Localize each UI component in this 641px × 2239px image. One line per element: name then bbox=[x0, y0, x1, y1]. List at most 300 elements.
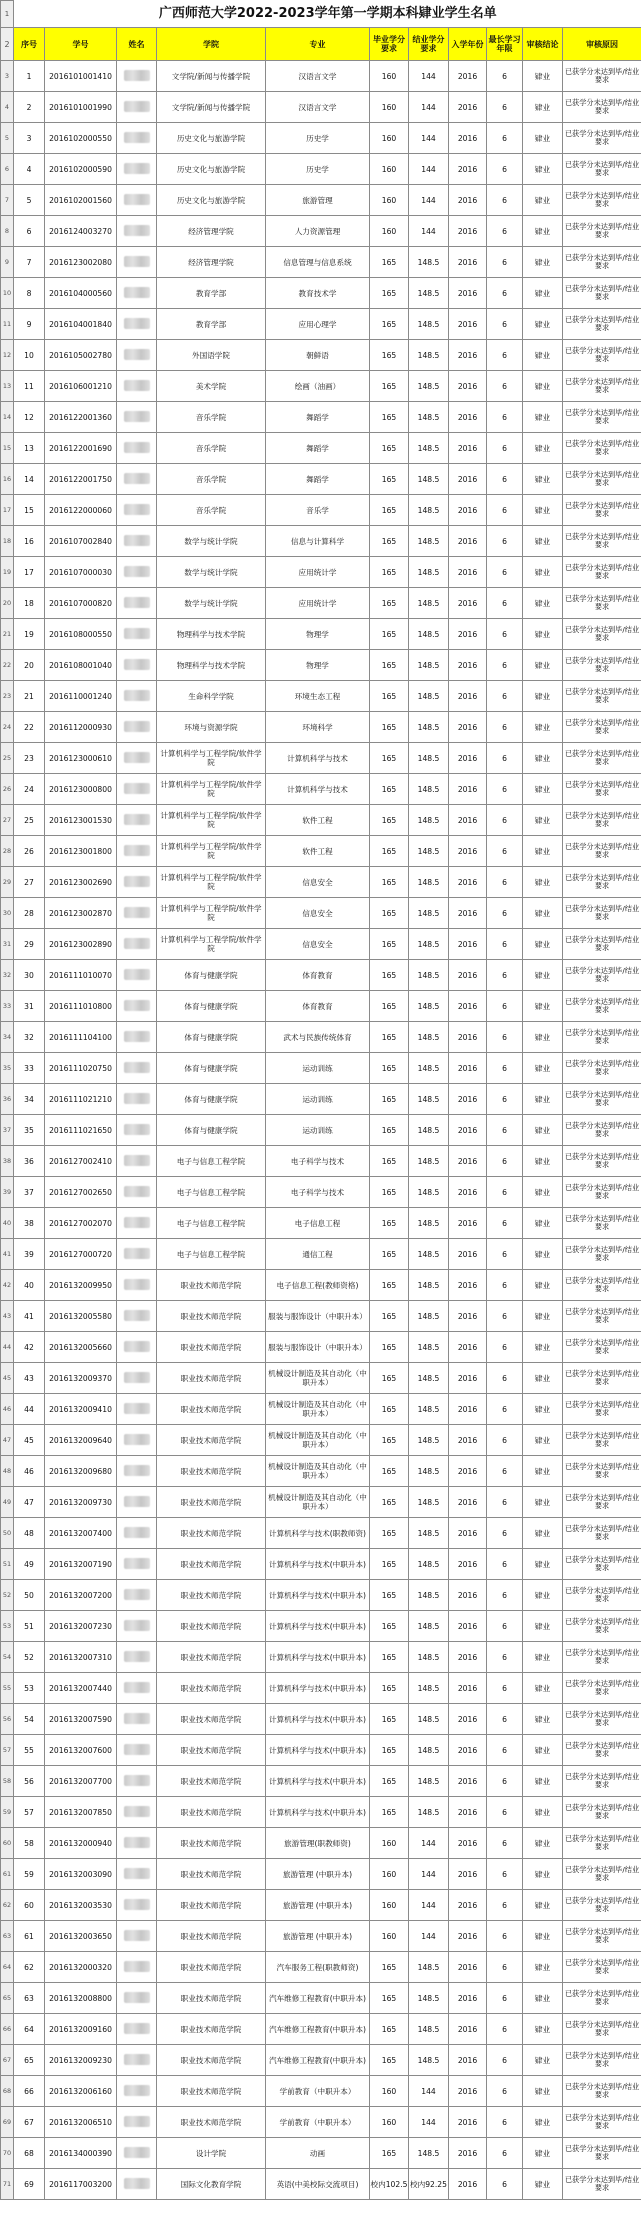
max-years-cell: 6 bbox=[487, 1301, 523, 1332]
reason-cell: 已获学分未达到毕/结业要求 bbox=[563, 1673, 641, 1704]
completion-credit-cell: 144 bbox=[409, 61, 449, 92]
seq-cell: 60 bbox=[14, 1890, 45, 1921]
reason-cell: 已获学分未达到毕/结业要求 bbox=[563, 1518, 641, 1549]
enroll-year-cell: 2016 bbox=[449, 1363, 487, 1394]
row-index: 49 bbox=[1, 1487, 14, 1518]
redacted-name bbox=[124, 256, 150, 267]
grad-credit-cell: 165 bbox=[370, 1270, 409, 1301]
name-cell bbox=[117, 1828, 157, 1859]
reason-cell: 已获学分未达到毕/结业要求 bbox=[563, 1363, 641, 1394]
reason-cell: 已获学分未达到毕/结业要求 bbox=[563, 61, 641, 92]
grad-credit-cell: 165 bbox=[370, 1797, 409, 1828]
major-cell: 人力资源管理 bbox=[266, 216, 370, 247]
name-cell bbox=[117, 1363, 157, 1394]
max-years-cell: 6 bbox=[487, 991, 523, 1022]
result-cell: 肄业 bbox=[523, 1580, 563, 1611]
major-cell: 应用统计学 bbox=[266, 557, 370, 588]
student-id-cell: 2016132000320 bbox=[45, 1952, 117, 1983]
table-row bbox=[1, 309, 641, 340]
completion-credit-cell: 144 bbox=[409, 185, 449, 216]
max-years-cell: 6 bbox=[487, 1828, 523, 1859]
seq-cell: 3 bbox=[14, 123, 45, 154]
grad-credit-cell: 165 bbox=[370, 1549, 409, 1580]
table-row bbox=[1, 1611, 641, 1642]
student-id-cell: 2016132007400 bbox=[45, 1518, 117, 1549]
seq-cell: 19 bbox=[14, 619, 45, 650]
student-id-cell: 2016123002870 bbox=[45, 898, 117, 929]
grad-credit-cell: 165 bbox=[370, 1952, 409, 1983]
row-index: 34 bbox=[1, 1022, 14, 1053]
result-cell: 肄业 bbox=[523, 1921, 563, 1952]
result-cell: 肄业 bbox=[523, 1115, 563, 1146]
completion-credit-cell: 148.5 bbox=[409, 1487, 449, 1518]
redacted-name bbox=[124, 1744, 150, 1755]
enroll-year-cell: 2016 bbox=[449, 1642, 487, 1673]
seq-cell: 43 bbox=[14, 1363, 45, 1394]
redacted-name bbox=[124, 1496, 150, 1507]
major-cell: 计算机科学与技术(中职升本) bbox=[266, 1549, 370, 1580]
enroll-year-cell: 2016 bbox=[449, 309, 487, 340]
enroll-year-cell: 2016 bbox=[449, 1425, 487, 1456]
enroll-year-cell: 2016 bbox=[449, 2014, 487, 2045]
table-row bbox=[1, 898, 641, 929]
student-id-cell: 2016124003270 bbox=[45, 216, 117, 247]
redacted-name bbox=[124, 1031, 150, 1042]
max-years-cell: 6 bbox=[487, 1611, 523, 1642]
max-years-cell: 6 bbox=[487, 1177, 523, 1208]
row-index: 19 bbox=[1, 557, 14, 588]
college-cell: 职业技术师范学院 bbox=[157, 1270, 266, 1301]
redacted-name bbox=[124, 1155, 150, 1166]
enroll-year-cell: 2016 bbox=[449, 92, 487, 123]
name-cell bbox=[117, 1518, 157, 1549]
completion-credit-cell: 148.5 bbox=[409, 2014, 449, 2045]
redacted-name bbox=[124, 1403, 150, 1414]
reason-cell: 已获学分未达到毕/结业要求 bbox=[563, 1394, 641, 1425]
college-cell: 电子与信息工程学院 bbox=[157, 1146, 266, 1177]
student-id-cell: 2016132006160 bbox=[45, 2076, 117, 2107]
redacted-name bbox=[124, 1124, 150, 1135]
student-id-cell: 2016111104100 bbox=[45, 1022, 117, 1053]
reason-cell: 已获学分未达到毕/结业要求 bbox=[563, 2076, 641, 2107]
grad-credit-cell: 165 bbox=[370, 247, 409, 278]
seq-cell: 33 bbox=[14, 1053, 45, 1084]
grad-credit-cell: 165 bbox=[370, 867, 409, 898]
student-id-cell: 2016132009730 bbox=[45, 1487, 117, 1518]
table-row bbox=[1, 1580, 641, 1611]
row-index: 65 bbox=[1, 1983, 14, 2014]
college-cell: 经济管理学院 bbox=[157, 216, 266, 247]
college-cell: 历史文化与旅游学院 bbox=[157, 123, 266, 154]
seq-cell: 21 bbox=[14, 681, 45, 712]
redacted-name bbox=[124, 1651, 150, 1662]
name-cell bbox=[117, 1053, 157, 1084]
reason-cell: 已获学分未达到毕/结业要求 bbox=[563, 92, 641, 123]
student-id-cell: 2016107002840 bbox=[45, 526, 117, 557]
table-row bbox=[1, 1704, 641, 1735]
enroll-year-cell: 2016 bbox=[449, 1704, 487, 1735]
completion-credit-cell: 144 bbox=[409, 1828, 449, 1859]
reason-cell: 已获学分未达到毕/结业要求 bbox=[563, 1022, 641, 1053]
completion-credit-cell: 148.5 bbox=[409, 1983, 449, 2014]
table-row bbox=[1, 1890, 641, 1921]
completion-credit-cell: 148.5 bbox=[409, 1022, 449, 1053]
result-cell: 肄业 bbox=[523, 2045, 563, 2076]
result-cell: 肄业 bbox=[523, 1549, 563, 1580]
enroll-year-cell: 2016 bbox=[449, 1270, 487, 1301]
student-id-cell: 2016111020750 bbox=[45, 1053, 117, 1084]
reason-cell: 已获学分未达到毕/结业要求 bbox=[563, 743, 641, 774]
reason-cell: 已获学分未达到毕/结业要求 bbox=[563, 1208, 641, 1239]
seq-cell: 55 bbox=[14, 1735, 45, 1766]
result-cell: 肄业 bbox=[523, 1859, 563, 1890]
max-years-cell: 6 bbox=[487, 743, 523, 774]
student-id-cell: 2016102000590 bbox=[45, 154, 117, 185]
row-index: 59 bbox=[1, 1797, 14, 1828]
redacted-name bbox=[124, 1961, 150, 1972]
max-years-cell: 6 bbox=[487, 1921, 523, 1952]
redacted-name bbox=[124, 194, 150, 205]
college-cell: 音乐学院 bbox=[157, 495, 266, 526]
reason-cell: 已获学分未达到毕/结业要求 bbox=[563, 247, 641, 278]
grad-credit-cell: 165 bbox=[370, 402, 409, 433]
result-cell: 肄业 bbox=[523, 1704, 563, 1735]
college-cell: 音乐学院 bbox=[157, 402, 266, 433]
name-cell bbox=[117, 774, 157, 805]
reason-cell: 已获学分未达到毕/结业要求 bbox=[563, 1704, 641, 1735]
major-cell: 软件工程 bbox=[266, 836, 370, 867]
seq-cell: 56 bbox=[14, 1766, 45, 1797]
max-years-cell: 6 bbox=[487, 2014, 523, 2045]
student-id-cell: 2016122001690 bbox=[45, 433, 117, 464]
redacted-name bbox=[124, 1000, 150, 1011]
row-index: 5 bbox=[1, 123, 14, 154]
table-row bbox=[1, 185, 641, 216]
header-cell: 学号 bbox=[45, 28, 117, 61]
result-cell: 肄业 bbox=[523, 185, 563, 216]
major-cell: 汽车维修工程教育(中职升本) bbox=[266, 1983, 370, 2014]
row-index: 38 bbox=[1, 1146, 14, 1177]
table-row bbox=[1, 433, 641, 464]
student-id-cell: 2016132007590 bbox=[45, 1704, 117, 1735]
enroll-year-cell: 2016 bbox=[449, 340, 487, 371]
seq-cell: 8 bbox=[14, 278, 45, 309]
name-cell bbox=[117, 1456, 157, 1487]
major-cell: 学前教育（中职升本） bbox=[266, 2107, 370, 2138]
college-cell: 数学与统计学院 bbox=[157, 557, 266, 588]
reason-cell: 已获学分未达到毕/结业要求 bbox=[563, 929, 641, 960]
result-cell: 肄业 bbox=[523, 557, 563, 588]
table-row bbox=[1, 619, 641, 650]
redacted-name bbox=[124, 442, 150, 453]
student-id-cell: 2016132007310 bbox=[45, 1642, 117, 1673]
enroll-year-cell: 2016 bbox=[449, 278, 487, 309]
row-index: 56 bbox=[1, 1704, 14, 1735]
grad-credit-cell: 165 bbox=[370, 1301, 409, 1332]
enroll-year-cell: 2016 bbox=[449, 371, 487, 402]
college-cell: 计算机科学与工程学院/软件学院 bbox=[157, 867, 266, 898]
max-years-cell: 6 bbox=[487, 1084, 523, 1115]
completion-credit-cell: 148.5 bbox=[409, 1332, 449, 1363]
max-years-cell: 6 bbox=[487, 1766, 523, 1797]
reason-cell: 已获学分未达到毕/结业要求 bbox=[563, 557, 641, 588]
name-cell bbox=[117, 1239, 157, 1270]
redacted-name bbox=[124, 628, 150, 639]
reason-cell: 已获学分未达到毕/结业要求 bbox=[563, 1766, 641, 1797]
table-row bbox=[1, 991, 641, 1022]
student-id-cell: 2016122001750 bbox=[45, 464, 117, 495]
completion-credit-cell: 148.5 bbox=[409, 1363, 449, 1394]
completion-credit-cell: 148.5 bbox=[409, 309, 449, 340]
max-years-cell: 6 bbox=[487, 1487, 523, 1518]
grad-credit-cell: 165 bbox=[370, 371, 409, 402]
major-cell: 汉语言文学 bbox=[266, 61, 370, 92]
reason-cell: 已获学分未达到毕/结业要求 bbox=[563, 1549, 641, 1580]
redacted-name bbox=[124, 1527, 150, 1538]
result-cell: 肄业 bbox=[523, 1332, 563, 1363]
grad-credit-cell: 165 bbox=[370, 1673, 409, 1704]
student-id-cell: 2016127002650 bbox=[45, 1177, 117, 1208]
grad-credit-cell: 160 bbox=[370, 2076, 409, 2107]
grad-credit-cell: 165 bbox=[370, 557, 409, 588]
name-cell bbox=[117, 805, 157, 836]
table-row bbox=[1, 1022, 641, 1053]
max-years-cell: 6 bbox=[487, 1549, 523, 1580]
max-years-cell: 6 bbox=[487, 92, 523, 123]
major-cell: 服装与服饰设计（中职升本） bbox=[266, 1301, 370, 1332]
result-cell: 肄业 bbox=[523, 1177, 563, 1208]
student-id-cell: 2016101001990 bbox=[45, 92, 117, 123]
max-years-cell: 6 bbox=[487, 123, 523, 154]
major-cell: 运动训练 bbox=[266, 1115, 370, 1146]
max-years-cell: 6 bbox=[487, 712, 523, 743]
completion-credit-cell: 144 bbox=[409, 2107, 449, 2138]
major-cell: 舞蹈学 bbox=[266, 402, 370, 433]
completion-credit-cell: 148.5 bbox=[409, 402, 449, 433]
student-id-cell: 2016108001040 bbox=[45, 650, 117, 681]
college-cell: 美术学院 bbox=[157, 371, 266, 402]
completion-credit-cell: 148.5 bbox=[409, 805, 449, 836]
college-cell: 体育与健康学院 bbox=[157, 1022, 266, 1053]
major-cell: 服装与服饰设计（中职升本） bbox=[266, 1332, 370, 1363]
max-years-cell: 6 bbox=[487, 1859, 523, 1890]
student-id-cell: 2016123000610 bbox=[45, 743, 117, 774]
max-years-cell: 6 bbox=[487, 1704, 523, 1735]
completion-credit-cell: 148.5 bbox=[409, 433, 449, 464]
max-years-cell: 6 bbox=[487, 1890, 523, 1921]
student-id-cell: 2016132003650 bbox=[45, 1921, 117, 1952]
college-cell: 职业技术师范学院 bbox=[157, 2076, 266, 2107]
reason-cell: 已获学分未达到毕/结业要求 bbox=[563, 1890, 641, 1921]
major-cell: 汽车维修工程教育(中职升本) bbox=[266, 2014, 370, 2045]
college-cell: 职业技术师范学院 bbox=[157, 1983, 266, 2014]
name-cell bbox=[117, 2138, 157, 2169]
table-row bbox=[1, 61, 641, 92]
name-cell bbox=[117, 2107, 157, 2138]
seq-cell: 45 bbox=[14, 1425, 45, 1456]
college-cell: 音乐学院 bbox=[157, 433, 266, 464]
table-row bbox=[1, 681, 641, 712]
college-cell: 电子与信息工程学院 bbox=[157, 1239, 266, 1270]
grad-credit-cell: 校内102.5 bbox=[370, 2169, 409, 2200]
student-id-cell: 2016117003200 bbox=[45, 2169, 117, 2200]
max-years-cell: 6 bbox=[487, 309, 523, 340]
enroll-year-cell: 2016 bbox=[449, 1084, 487, 1115]
row-index: 53 bbox=[1, 1611, 14, 1642]
grad-credit-cell: 165 bbox=[370, 1208, 409, 1239]
enroll-year-cell: 2016 bbox=[449, 1518, 487, 1549]
college-cell: 音乐学院 bbox=[157, 464, 266, 495]
reason-cell: 已获学分未达到毕/结业要求 bbox=[563, 650, 641, 681]
reason-cell: 已获学分未达到毕/结业要求 bbox=[563, 1456, 641, 1487]
max-years-cell: 6 bbox=[487, 1983, 523, 2014]
completion-credit-cell: 148.5 bbox=[409, 1518, 449, 1549]
completion-credit-cell: 144 bbox=[409, 216, 449, 247]
reason-cell: 已获学分未达到毕/结业要求 bbox=[563, 712, 641, 743]
enroll-year-cell: 2016 bbox=[449, 1766, 487, 1797]
enroll-year-cell: 2016 bbox=[449, 712, 487, 743]
table-row bbox=[1, 557, 641, 588]
redacted-name bbox=[124, 752, 150, 763]
row-index: 22 bbox=[1, 650, 14, 681]
max-years-cell: 6 bbox=[487, 836, 523, 867]
grad-credit-cell: 165 bbox=[370, 1580, 409, 1611]
row-index: 69 bbox=[1, 2107, 14, 2138]
enroll-year-cell: 2016 bbox=[449, 1146, 487, 1177]
max-years-cell: 6 bbox=[487, 588, 523, 619]
row-index: 10 bbox=[1, 278, 14, 309]
reason-cell: 已获学分未达到毕/结业要求 bbox=[563, 278, 641, 309]
enroll-year-cell: 2016 bbox=[449, 681, 487, 712]
grad-credit-cell: 165 bbox=[370, 1766, 409, 1797]
row-index: 71 bbox=[1, 2169, 14, 2200]
student-id-cell: 2016105002780 bbox=[45, 340, 117, 371]
table-row bbox=[1, 216, 641, 247]
completion-credit-cell: 148.5 bbox=[409, 1146, 449, 1177]
redacted-name bbox=[124, 1465, 150, 1476]
student-id-cell: 2016104000560 bbox=[45, 278, 117, 309]
college-cell: 职业技术师范学院 bbox=[157, 1425, 266, 1456]
college-cell: 体育与健康学院 bbox=[157, 1084, 266, 1115]
result-cell: 肄业 bbox=[523, 2138, 563, 2169]
enroll-year-cell: 2016 bbox=[449, 1487, 487, 1518]
max-years-cell: 6 bbox=[487, 185, 523, 216]
result-cell: 肄业 bbox=[523, 278, 563, 309]
table-row bbox=[1, 1363, 641, 1394]
reason-cell: 已获学分未达到毕/结业要求 bbox=[563, 774, 641, 805]
redacted-name bbox=[124, 101, 150, 112]
student-id-cell: 2016127002070 bbox=[45, 1208, 117, 1239]
grad-credit-cell: 165 bbox=[370, 340, 409, 371]
name-cell bbox=[117, 1208, 157, 1239]
result-cell: 肄业 bbox=[523, 898, 563, 929]
result-cell: 肄业 bbox=[523, 1487, 563, 1518]
name-cell bbox=[117, 1642, 157, 1673]
result-cell: 肄业 bbox=[523, 1425, 563, 1456]
college-cell: 体育与健康学院 bbox=[157, 1053, 266, 1084]
college-cell: 国际文化教育学院 bbox=[157, 2169, 266, 2200]
student-id-cell: 2016101001410 bbox=[45, 61, 117, 92]
college-cell: 职业技术师范学院 bbox=[157, 1921, 266, 1952]
row-index: 32 bbox=[1, 960, 14, 991]
redacted-name bbox=[124, 2147, 150, 2158]
major-cell: 环境生态工程 bbox=[266, 681, 370, 712]
grad-credit-cell: 165 bbox=[370, 2045, 409, 2076]
seq-cell: 64 bbox=[14, 2014, 45, 2045]
major-cell: 电子科学与技术 bbox=[266, 1177, 370, 1208]
student-id-cell: 2016132006510 bbox=[45, 2107, 117, 2138]
grad-credit-cell: 165 bbox=[370, 929, 409, 960]
name-cell bbox=[117, 681, 157, 712]
max-years-cell: 6 bbox=[487, 929, 523, 960]
table-row bbox=[1, 805, 641, 836]
major-cell: 物理学 bbox=[266, 619, 370, 650]
redacted-name bbox=[124, 659, 150, 670]
seq-cell: 15 bbox=[14, 495, 45, 526]
college-cell: 文学院/新闻与传播学院 bbox=[157, 92, 266, 123]
row-index: 64 bbox=[1, 1952, 14, 1983]
redacted-name bbox=[124, 1620, 150, 1631]
enroll-year-cell: 2016 bbox=[449, 2076, 487, 2107]
max-years-cell: 6 bbox=[487, 2169, 523, 2200]
max-years-cell: 6 bbox=[487, 340, 523, 371]
major-cell: 旅游管理 bbox=[266, 185, 370, 216]
redacted-name bbox=[124, 473, 150, 484]
student-id-cell: 2016132008800 bbox=[45, 1983, 117, 2014]
row-index: 1 bbox=[1, 1, 14, 28]
result-cell: 肄业 bbox=[523, 681, 563, 712]
reason-cell: 已获学分未达到毕/结业要求 bbox=[563, 2169, 641, 2200]
seq-cell: 53 bbox=[14, 1673, 45, 1704]
result-cell: 肄业 bbox=[523, 991, 563, 1022]
student-id-cell: 2016123001800 bbox=[45, 836, 117, 867]
college-cell: 物理科学与技术学院 bbox=[157, 619, 266, 650]
reason-cell: 已获学分未达到毕/结业要求 bbox=[563, 526, 641, 557]
completion-credit-cell: 144 bbox=[409, 1921, 449, 1952]
name-cell bbox=[117, 340, 157, 371]
major-cell: 舞蹈学 bbox=[266, 464, 370, 495]
seq-cell: 5 bbox=[14, 185, 45, 216]
completion-credit-cell: 148.5 bbox=[409, 557, 449, 588]
max-years-cell: 6 bbox=[487, 464, 523, 495]
result-cell: 肄业 bbox=[523, 433, 563, 464]
table-row bbox=[1, 867, 641, 898]
student-id-cell: 2016107000030 bbox=[45, 557, 117, 588]
row-index: 9 bbox=[1, 247, 14, 278]
completion-credit-cell: 148.5 bbox=[409, 526, 449, 557]
completion-credit-cell: 148.5 bbox=[409, 495, 449, 526]
college-cell: 职业技术师范学院 bbox=[157, 1859, 266, 1890]
completion-credit-cell: 148.5 bbox=[409, 1797, 449, 1828]
max-years-cell: 6 bbox=[487, 1208, 523, 1239]
redacted-name bbox=[124, 132, 150, 143]
major-cell: 机械设计制造及其自动化（中职升本） bbox=[266, 1487, 370, 1518]
seq-cell: 51 bbox=[14, 1611, 45, 1642]
redacted-name bbox=[124, 225, 150, 236]
major-cell: 学前教育（中职升本） bbox=[266, 2076, 370, 2107]
max-years-cell: 6 bbox=[487, 154, 523, 185]
table-row bbox=[1, 464, 641, 495]
reason-cell: 已获学分未达到毕/结业要求 bbox=[563, 836, 641, 867]
reason-cell: 已获学分未达到毕/结业要求 bbox=[563, 123, 641, 154]
seq-cell: 10 bbox=[14, 340, 45, 371]
row-index: 30 bbox=[1, 898, 14, 929]
max-years-cell: 6 bbox=[487, 2107, 523, 2138]
name-cell bbox=[117, 92, 157, 123]
table-row bbox=[1, 1549, 641, 1580]
max-years-cell: 6 bbox=[487, 216, 523, 247]
grad-credit-cell: 165 bbox=[370, 774, 409, 805]
